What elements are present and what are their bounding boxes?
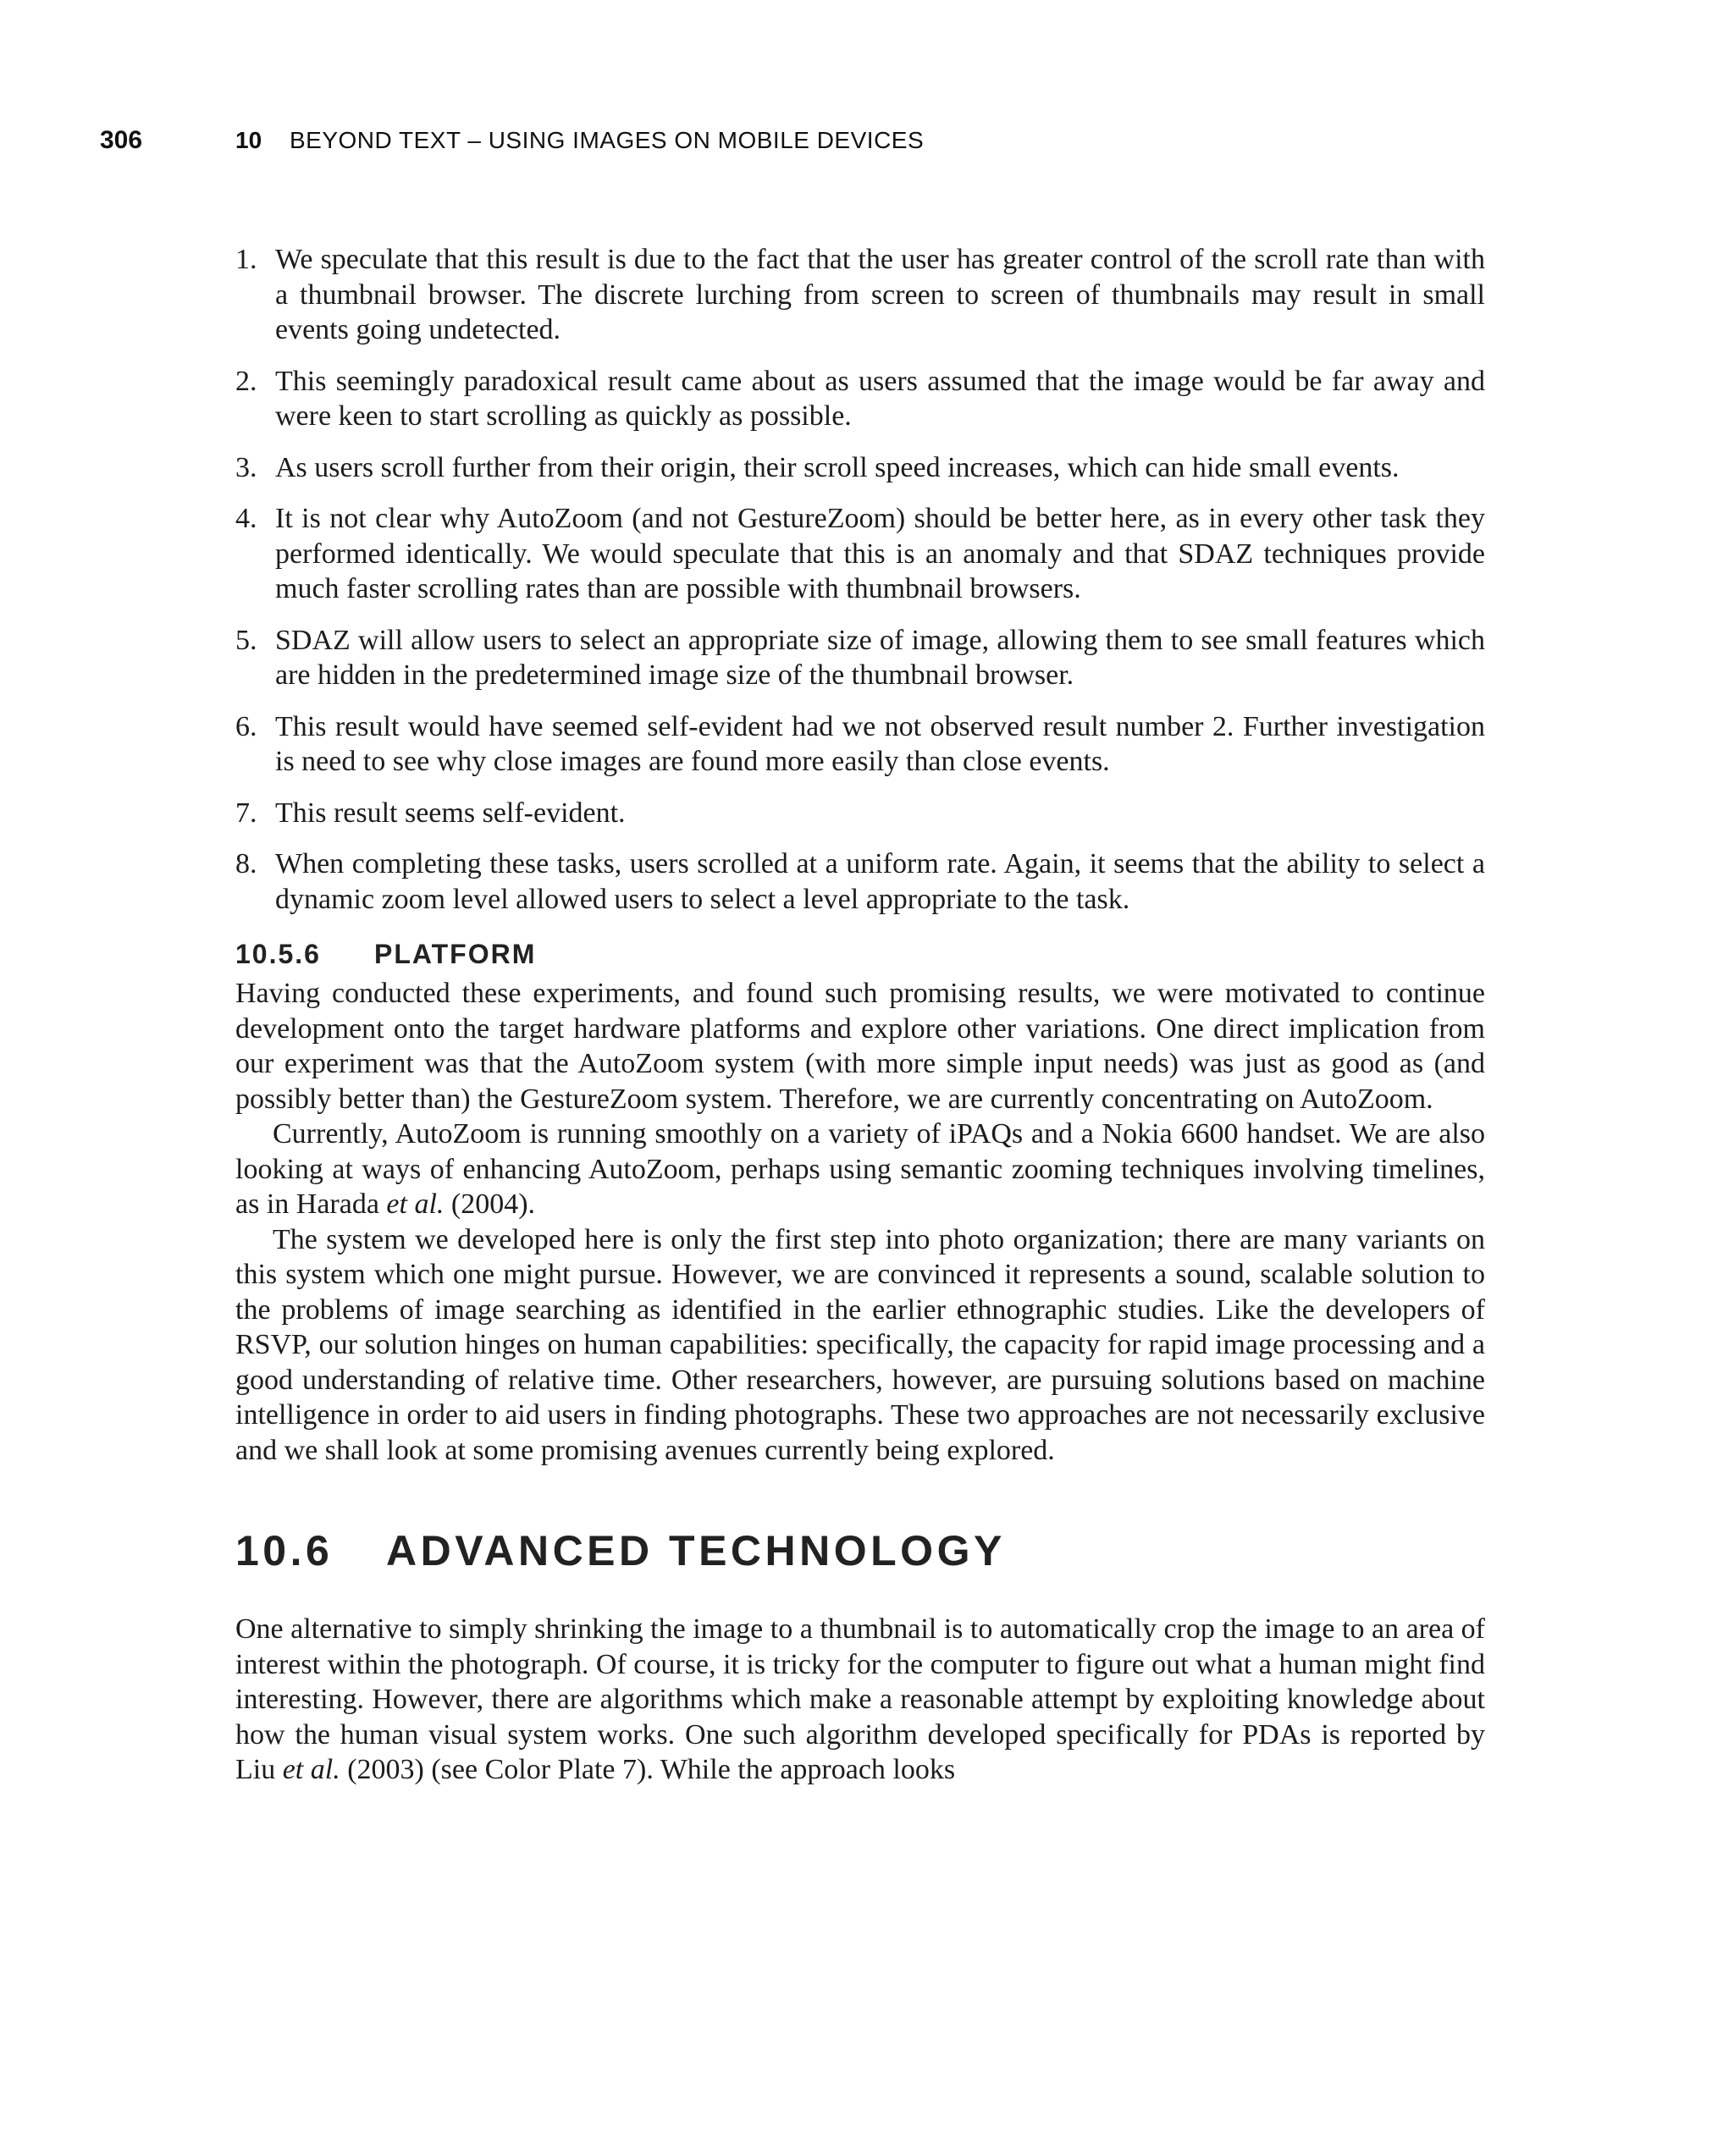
list-item — [235, 450, 1485, 486]
list-item — [235, 364, 1485, 434]
list-item-number: 5. — [235, 624, 257, 656]
list-item — [235, 242, 1485, 348]
list-item-number: 7. — [235, 797, 257, 829]
paragraph-text: (2003) (see Color Plate 7). While the approach looks — [340, 1754, 956, 1785]
list-item — [235, 846, 1485, 917]
subsection-number: 10.5.6 — [235, 939, 321, 969]
list-item-number: 2. — [235, 365, 257, 397]
section-number: 10.6 — [235, 1527, 334, 1574]
paragraph — [235, 1612, 1485, 1788]
list-item-text: SDAZ will allow users to select an appropriate size of image, allowing them to see small features which are hidden in the predetermined image size of the thumbnail browser. — [275, 624, 1485, 691]
running-header — [100, 124, 1539, 157]
chapter-number: 10 — [235, 127, 262, 153]
section-heading — [235, 1525, 1485, 1576]
subsection-title: PLATFORM — [374, 939, 537, 969]
page-content — [235, 242, 1485, 1788]
results-list — [235, 242, 1485, 917]
list-item-text: This seemingly paradoxical result came about as users assumed that the image would be far away and were keen to start scrolling as quickly as possible. — [275, 365, 1485, 432]
list-item-text: When completing these tasks, users scrolled at a uniform rate. Again, it seems that the ability to select a dynamic zoom level allowed users to select a level appropriate to the task. — [275, 848, 1485, 915]
list-item — [235, 501, 1485, 607]
paragraph: Having conducted these experiments, and found such promising results, we were motivated to continue development onto the target hardware platforms and explore other variations. One direct implication from our experiment was that the AutoZoom system (with more simple input needs) was just as good as (and possibly better than) the GestureZoom system. Therefore, we are currently concentrating on AutoZoom. — [235, 978, 1485, 1115]
list-item-text: It is not clear why AutoZoom (and not GestureZoom) should be better here, as in every other task they performed identically. We would speculate that this is an anomaly and that SDAZ techniques provide much faster scrolling rates than are possible with thumbnail browsers. — [275, 503, 1485, 604]
chapter-title: BEYOND TEXT – USING IMAGES ON MOBILE DEVICES — [290, 127, 925, 153]
list-item-text: This result would have seemed self-evident had we not observed result number 2. Further investigation is need to see why close images are found more easily than close events. — [275, 710, 1485, 777]
list-item-text: As users scroll further from their origin, their scroll speed increases, which can hide small events. — [275, 451, 1400, 483]
citation-italic: et al. — [282, 1754, 340, 1785]
list-item — [235, 623, 1485, 693]
page-number: 306 — [100, 126, 143, 154]
paragraph-text: One alternative to simply shrinking the image to a thumbnail is to automatically crop the image to an area of interest within the photograph. Of course, it is tricky for the computer to figure out what a human might find interesting. However, there are algorithms which make a reasonable attempt by exploiting knowledge about how the human visual system works. One such algorithm developed specifically for PDAs is reported by Liu — [235, 1613, 1485, 1785]
list-item-text: We speculate that this result is due to the fact that the user has greater control of the scroll rate than with a thumbnail browser. The discrete lurching from screen to screen of thumbnails may result in small events going undetected. — [275, 244, 1485, 345]
list-item — [235, 709, 1485, 780]
paragraph: The system we developed here is only the first step into photo organization; there are many variants on this system which one might pursue. However, we are convinced it represents a sound, scalable solution to the problems of image searching as identified in the earlier ethnographic studies. Like the developers of RSVP, our solution hinges on human capabilities: specifically, the capacity for rapid image processing and a good understanding of relative time. Other researchers, however, are pursuing solutions based on machine intelligence in order to aid users in finding photographs. These two approaches are not necessarily exclusive and we shall look at some promising avenues currently being explored. — [235, 1223, 1485, 1466]
list-item-text: This result seems self-evident. — [275, 797, 626, 829]
subsection-heading — [235, 937, 1485, 971]
paragraph — [235, 1117, 1485, 1222]
list-item-number: 3. — [235, 451, 257, 483]
section-title: ADVANCED TECHNOLOGY — [386, 1527, 1006, 1574]
list-item-number: 4. — [235, 503, 257, 534]
list-item-number: 1. — [235, 244, 257, 275]
list-item-number: 6. — [235, 710, 257, 742]
paragraph-text: Currently, AutoZoom is running smoothly on a variety of iPAQs and a Nokia 6600 handset. We are also looking at ways of enhancing AutoZoom, perhaps using semantic zooming techniques involving timelines, as in Harada — [235, 1118, 1485, 1220]
list-item — [235, 796, 1485, 831]
list-item-number: 8. — [235, 848, 257, 879]
citation-italic: et al. — [386, 1188, 445, 1220]
paragraph-text: (2004). — [444, 1188, 536, 1220]
